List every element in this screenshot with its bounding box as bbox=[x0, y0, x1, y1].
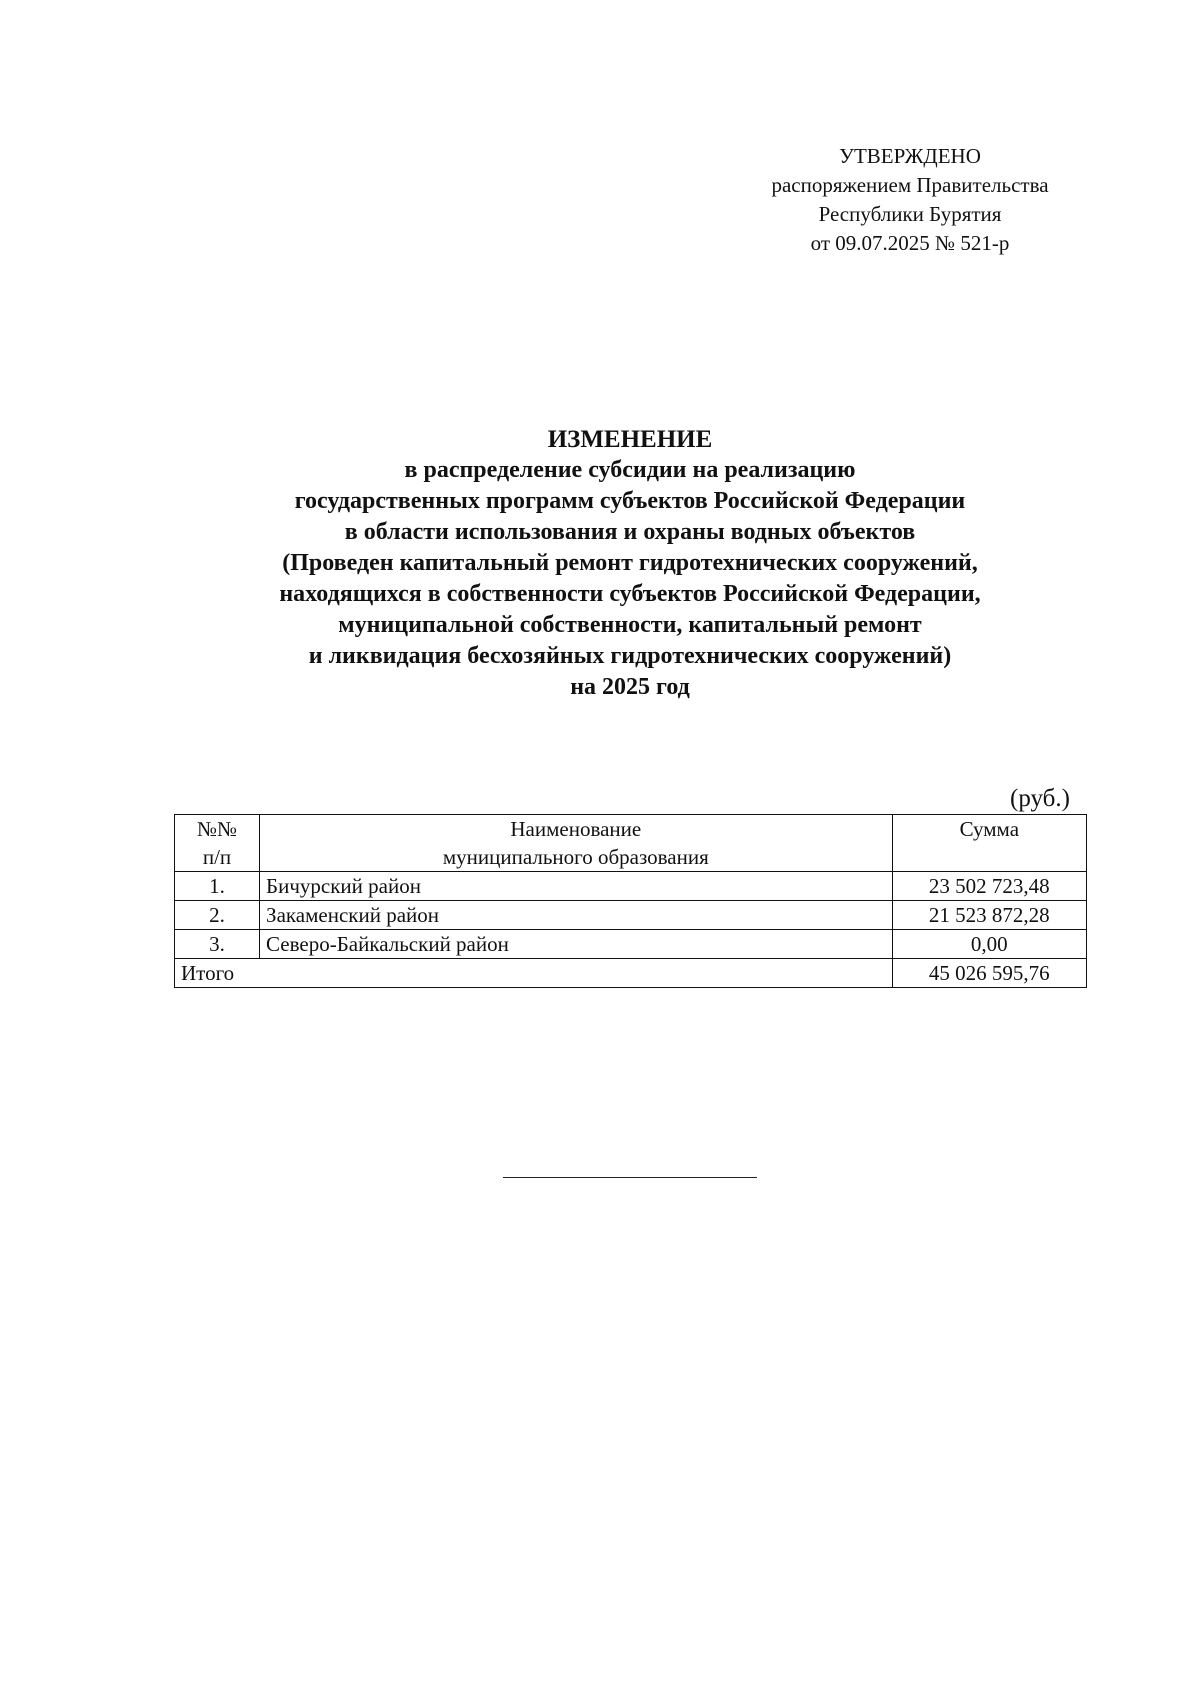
row-number: 3. bbox=[175, 930, 260, 959]
title-line: муниципальной собственности, капитальный ремонт bbox=[338, 612, 922, 638]
approval-region: Республики Бурятия bbox=[818, 202, 1002, 226]
row-sum: 0,00 bbox=[892, 930, 1086, 959]
title-line: и ликвидация бесхозяйных гидротехнических сооружений) bbox=[308, 643, 952, 669]
header-number-line1: №№ bbox=[196, 817, 238, 841]
table-row bbox=[175, 930, 1087, 959]
approval-authority: распоряжением Правительства bbox=[771, 173, 1049, 197]
row-municipality: Северо-Байкальский район bbox=[260, 930, 893, 959]
title-line: государственных программ субъектов Российской Федерации bbox=[294, 488, 966, 514]
table-row bbox=[175, 872, 1087, 901]
approval-date-number: от 09.07.2025 № 521-р bbox=[810, 231, 1010, 255]
document-title bbox=[150, 424, 1110, 703]
currency-unit: (руб.) bbox=[1010, 785, 1070, 812]
closing-separator-line bbox=[503, 1177, 757, 1178]
total-sum: 45 026 595,76 bbox=[892, 959, 1086, 988]
approval-stamp bbox=[740, 142, 1080, 258]
title-line: в распределение субсидии на реализацию bbox=[404, 457, 856, 483]
title-line: на 2025 год bbox=[570, 674, 690, 700]
table-total-row bbox=[175, 959, 1087, 988]
row-municipality: Закаменский район bbox=[260, 901, 893, 930]
title-main: ИЗМЕНЕНИЕ bbox=[547, 426, 713, 453]
row-number: 1. bbox=[175, 872, 260, 901]
header-name bbox=[260, 815, 893, 872]
total-label: Итого bbox=[175, 959, 893, 988]
header-name-line1: Наименование bbox=[510, 817, 642, 841]
row-number: 2. bbox=[175, 901, 260, 930]
title-line: находящихся в собственности субъектов Российской Федерации, bbox=[279, 581, 981, 607]
header-sum bbox=[892, 815, 1086, 872]
header-sum-label: Сумма bbox=[959, 817, 1020, 841]
table-row bbox=[175, 901, 1087, 930]
row-sum: 23 502 723,48 bbox=[892, 872, 1086, 901]
header-name-line2: муниципального образования bbox=[442, 845, 709, 869]
header-number bbox=[175, 815, 260, 872]
title-line: в области использования и охраны водных объектов bbox=[344, 519, 916, 545]
header-number-line2: п/п bbox=[202, 845, 232, 869]
title-line: (Проведен капитальный ремонт гидротехнических сооружений, bbox=[282, 550, 978, 576]
table-header-row bbox=[175, 815, 1087, 872]
distribution-table bbox=[174, 814, 1087, 988]
approval-heading: УТВЕРЖДЕНО bbox=[839, 144, 981, 168]
row-municipality: Бичурский район bbox=[260, 872, 893, 901]
row-sum: 21 523 872,28 bbox=[892, 901, 1086, 930]
